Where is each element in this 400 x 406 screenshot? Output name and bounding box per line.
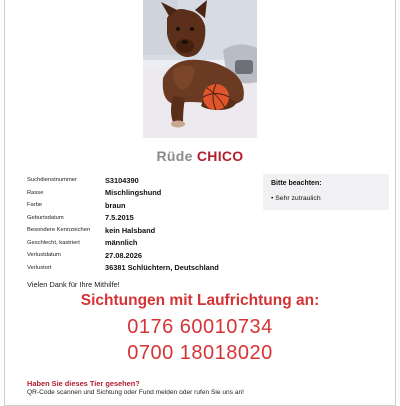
basketball-toy <box>203 84 229 110</box>
fact-label: Suchdienstnummer <box>27 177 77 184</box>
animal-name: CHICO <box>196 148 244 164</box>
dog-photo-illustration <box>143 0 257 138</box>
fact-label: Verlustort <box>27 264 52 271</box>
fact-value: S3104390 <box>105 175 139 185</box>
phone-number[interactable]: 0700 18018020 <box>127 342 273 364</box>
phone-number[interactable]: 0176 60010734 <box>127 316 273 338</box>
fact-label: Rasse <box>27 189 44 196</box>
fact-label: Geschlecht, kastriert <box>27 239 80 246</box>
fact-value: 27.08.2026 <box>105 250 142 260</box>
fact-label: Verlustdatum <box>27 252 61 259</box>
fact-value: männlich <box>105 238 138 248</box>
fact-label: Farbe <box>27 202 43 209</box>
fact-row <box>27 174 277 187</box>
fact-value: kein Halsband <box>105 225 156 235</box>
fact-row <box>27 237 277 250</box>
fact-value: Mischlingshund <box>105 188 162 198</box>
fact-row <box>27 262 277 275</box>
note-box <box>263 174 389 210</box>
note-item: • Sehr zutraulich <box>271 195 321 202</box>
sightings-title: Sichtungen mit Laufrichtung an: <box>80 292 320 309</box>
fact-label: Besondere Kennzeichen <box>27 227 91 234</box>
thanks-text: Vielen Dank für Ihre Mithilfe! <box>27 280 120 289</box>
fact-row <box>27 224 277 237</box>
fact-value: 36381 Schlüchtern, Deutschland <box>105 263 219 273</box>
footer-title: Haben Sie dieses Tier gesehen? <box>27 379 140 388</box>
fact-row <box>27 249 277 262</box>
facts-table <box>27 174 277 274</box>
poster-title <box>0 148 400 164</box>
fact-value: braun <box>105 200 126 210</box>
fact-row <box>27 187 277 200</box>
fact-value: 7.5.2015 <box>105 213 134 223</box>
fact-row <box>27 199 277 212</box>
note-title: Bitte beachten: <box>271 180 322 187</box>
fact-row <box>27 212 277 225</box>
dog-photo <box>143 0 257 138</box>
animal-sex: Rüde <box>156 148 193 164</box>
fact-label: Geburtsdatum <box>27 214 64 221</box>
footer-text: QR-Code scannen und Sichtung oder Fund melden oder rufen Sie uns an! <box>27 389 244 396</box>
